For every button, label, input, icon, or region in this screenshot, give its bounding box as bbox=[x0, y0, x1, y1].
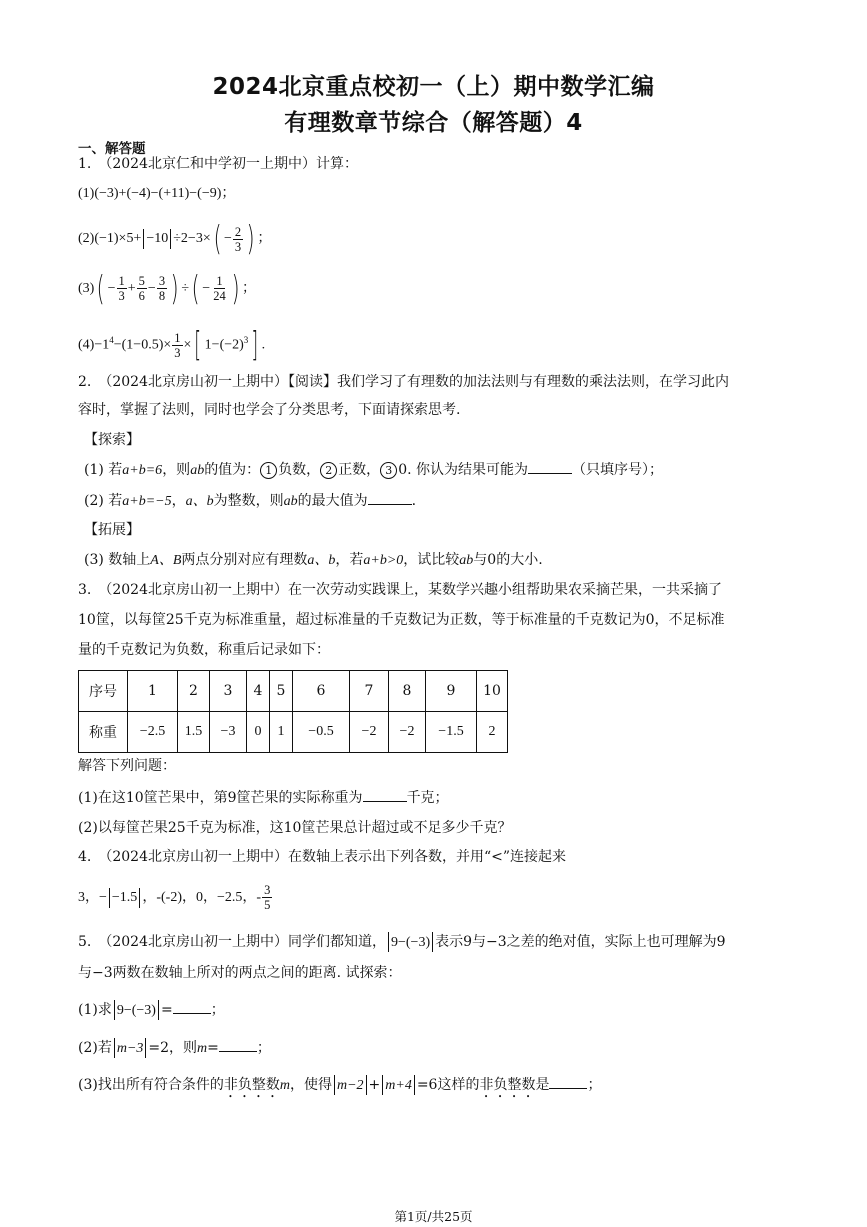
table-cell: 序号 bbox=[79, 671, 128, 712]
table-cell: 0 bbox=[247, 712, 270, 753]
text-span: ， bbox=[142, 890, 157, 905]
text-span: = bbox=[160, 1002, 173, 1018]
text-span: ； bbox=[241, 281, 256, 296]
text-span: + bbox=[127, 281, 136, 296]
q2-explore-label: 【探索】 bbox=[84, 432, 140, 448]
table-cell: −2 bbox=[389, 712, 426, 753]
text-span: (1)在这10筐芒果中，第9筐芒果的实际称重为 bbox=[78, 790, 363, 806]
table-cell: −3 bbox=[210, 712, 247, 753]
table-cell: 3 bbox=[210, 671, 247, 712]
text-span: ，若 bbox=[335, 552, 364, 568]
table-cell: 5 bbox=[270, 671, 293, 712]
text-span: (3) 数轴上 bbox=[84, 552, 151, 568]
circled-number: 2 bbox=[320, 462, 337, 479]
text-span: − bbox=[99, 890, 107, 905]
q4-heading: 4. （2024北京房山初一上期中）在数轴上表示出下列各数，并用“<”连接起来 bbox=[78, 849, 567, 865]
answer-blank bbox=[368, 490, 412, 505]
fraction bbox=[233, 225, 243, 254]
text-span: (1) 若 bbox=[84, 462, 123, 478]
table-cell: 8 bbox=[389, 671, 426, 712]
text-span: (4) bbox=[78, 337, 95, 353]
table-cell: 1 bbox=[270, 712, 293, 753]
text-span: a、b bbox=[307, 553, 336, 568]
text-span: ， bbox=[171, 493, 186, 509]
text-span: 0. 你认为结果可能为 bbox=[398, 462, 528, 478]
text-span: + bbox=[368, 1077, 381, 1093]
text-span: 是 bbox=[535, 1077, 550, 1093]
text-span: ，使得 bbox=[289, 1077, 332, 1093]
text-span: 6 bbox=[138, 289, 145, 304]
text-span: − bbox=[224, 231, 232, 247]
text-span: a+b>0 bbox=[363, 553, 404, 568]
section-heading: 一、解答题 bbox=[78, 141, 146, 157]
text-span: - bbox=[156, 890, 161, 905]
text-span: 3 bbox=[118, 289, 125, 304]
table-cell: 9 bbox=[426, 671, 477, 712]
text-span: . bbox=[261, 337, 266, 353]
table-row bbox=[79, 712, 508, 753]
table-cell: 1 bbox=[128, 671, 178, 712]
text-span: (1)求 bbox=[78, 1002, 112, 1018]
answer-blank bbox=[363, 787, 407, 802]
text-span: 3 bbox=[234, 239, 242, 254]
text-span: 9−(−3) bbox=[391, 935, 431, 950]
title-line-2: 有理数章节综合（解答题）4 bbox=[284, 110, 583, 136]
text-span: =2，则 bbox=[148, 1040, 198, 1056]
text-span: 表示9与−3之差的绝对值，实际上也可理解为9 bbox=[435, 934, 726, 950]
text-span: −1.5 bbox=[111, 890, 138, 905]
answer-blank bbox=[528, 459, 572, 474]
q5-sub2 bbox=[78, 1037, 271, 1059]
table-cell: −2.5 bbox=[128, 712, 178, 753]
text-span: × bbox=[183, 337, 192, 353]
text-span: = bbox=[207, 1040, 219, 1056]
text-span: − bbox=[202, 281, 211, 296]
text-span: ； bbox=[587, 1077, 602, 1093]
text-span: 1 bbox=[216, 274, 223, 289]
table-cell: −1.5 bbox=[426, 712, 477, 753]
q4-numbers: 3，− −1.5 ，-(-2)，0，−2.5，- $\frac{3}{5}$ bbox=[78, 883, 271, 913]
text-span: (−1)×5+ bbox=[94, 231, 142, 247]
fraction bbox=[137, 274, 147, 303]
text-span: (−3)+(−4)−(+11)−(−9)； bbox=[94, 186, 236, 201]
table-cell: 10 bbox=[477, 671, 508, 712]
text-span: ÷2−3× bbox=[173, 231, 211, 247]
circled-number: 3 bbox=[380, 462, 397, 479]
text-span: m−2 bbox=[336, 1078, 364, 1093]
weight-record-table bbox=[78, 670, 508, 753]
q5-heading bbox=[78, 932, 726, 953]
fraction bbox=[262, 883, 272, 912]
text-span: 的值为： bbox=[204, 462, 261, 478]
text-span: A、B bbox=[150, 553, 182, 568]
text-span: 5 bbox=[138, 274, 145, 289]
text-span: ，则 bbox=[162, 462, 191, 478]
text-span: -2 bbox=[165, 890, 178, 905]
answer-blank bbox=[549, 1074, 587, 1089]
text-span: 3， bbox=[78, 890, 99, 905]
text-span: 1−(−2) bbox=[204, 337, 244, 353]
text-span: 1 bbox=[118, 274, 125, 289]
q2-sub1 bbox=[84, 459, 663, 481]
text-span: (1) bbox=[78, 186, 95, 201]
text-span: 负数， bbox=[278, 462, 321, 478]
text-span: 与0的大小. bbox=[473, 552, 543, 568]
text-span: m bbox=[279, 1078, 290, 1093]
text-span: 非负整数 bbox=[479, 1077, 536, 1093]
table-cell: 7 bbox=[350, 671, 389, 712]
text-span: 3 bbox=[243, 335, 249, 345]
q2-heading-cont: 容时，掌握了法则，同时也学会了分类思考，下面请探索思考. bbox=[78, 402, 461, 418]
text-span: (2) 若 bbox=[84, 493, 123, 509]
table-row bbox=[79, 671, 508, 712]
text-span: 3 bbox=[158, 274, 166, 289]
text-span: 3 bbox=[264, 883, 271, 898]
text-span: ； bbox=[257, 231, 272, 247]
text-span: 3 bbox=[174, 345, 181, 360]
q3-sub1 bbox=[78, 787, 449, 808]
text-span: m bbox=[197, 1041, 208, 1056]
text-span: ab bbox=[190, 463, 205, 478]
text-span: （只填序号）； bbox=[572, 462, 663, 478]
q1-heading: 1. （2024北京仁和中学初一上期中）计算： bbox=[78, 156, 358, 172]
text-span: 两点分别对应有理数 bbox=[181, 552, 308, 568]
table-cell: 2 bbox=[477, 712, 508, 753]
q2-extend-label: 【拓展】 bbox=[84, 522, 140, 538]
text-span: 正数， bbox=[338, 462, 381, 478]
text-span: −(1−0.5)× bbox=[113, 337, 172, 353]
text-span: m+4 bbox=[385, 1078, 412, 1093]
text-span: m−3 bbox=[116, 1041, 144, 1056]
text-span: 8 bbox=[158, 289, 166, 304]
text-span: 为整数，则 bbox=[213, 493, 284, 509]
q1-part4: $(4)-1^4-(1-0.5)\times$ $\frac{1}{3}$ ×[ $1-(-2)^3$] . bbox=[78, 325, 266, 366]
circled-number: 1 bbox=[260, 462, 277, 479]
answer-blank bbox=[219, 1037, 257, 1052]
text-span: ÷ bbox=[181, 281, 190, 296]
fraction bbox=[211, 274, 228, 303]
q5-heading-cont: 与−3两数在数轴上所对的两点之间的距离. 试探索： bbox=[78, 965, 402, 981]
q3-heading: 3. （2024北京房山初一上期中）在一次劳动实践课上，某数学兴趣小组帮助果农采摘芒果，一共采摘了 bbox=[78, 582, 722, 598]
text-span: 5. （2024北京房山初一上期中）同学们都知道， bbox=[78, 934, 386, 950]
q3-answer-label: 解答下列问题： bbox=[78, 758, 176, 774]
q3-heading-cont2: 量的千克数记为负数，称重后记录如下： bbox=[78, 642, 330, 658]
q1-part3: (3)( − $\frac{1}{3}$ + $\frac{5}{6}$ − $\frac{3}{8}$ ) ÷( − $\frac{1}{24}$ ) ； bbox=[78, 268, 256, 309]
text-span: 非负整数 bbox=[223, 1077, 280, 1093]
text-span: 24 bbox=[213, 289, 226, 304]
text-span: ； bbox=[256, 1040, 271, 1056]
text-span: ； bbox=[210, 1002, 225, 1018]
q2-sub2 bbox=[84, 490, 416, 512]
text-span: (3) bbox=[78, 281, 95, 296]
q5-sub1 bbox=[78, 999, 225, 1021]
text-span: 9−(−3) bbox=[116, 1003, 156, 1018]
text-span: 5 bbox=[264, 898, 271, 913]
text-span: ，试比较 bbox=[403, 552, 460, 568]
text-span: −1 bbox=[94, 337, 110, 353]
fraction bbox=[117, 274, 127, 303]
table-cell: 4 bbox=[247, 671, 270, 712]
text-span: 4 bbox=[109, 335, 114, 345]
text-span: (2) bbox=[78, 231, 95, 247]
text-span: ab bbox=[283, 494, 298, 509]
answer-blank bbox=[173, 999, 211, 1014]
text-span: . bbox=[411, 493, 417, 509]
text-span: ab bbox=[459, 553, 474, 568]
text-span: (3)找出所有符合条件的 bbox=[78, 1077, 224, 1093]
text-span: a、b bbox=[185, 494, 214, 509]
text-span: =6这样的 bbox=[416, 1077, 480, 1093]
text-span: − bbox=[107, 281, 116, 296]
q2-sub3 bbox=[84, 550, 543, 571]
text-span: 1 bbox=[174, 330, 181, 345]
table-cell: 称重 bbox=[79, 712, 128, 753]
text-span: ， bbox=[182, 890, 196, 905]
q3-sub2: (2)以每筐芒果25千克为标准，这10筐芒果总计超过或不足多少千克？ bbox=[78, 820, 512, 836]
text-span: − bbox=[147, 281, 156, 296]
text-span: a+b=6 bbox=[122, 463, 163, 478]
table-cell: −0.5 bbox=[293, 712, 350, 753]
fraction bbox=[172, 331, 182, 360]
table-cell: 6 bbox=[293, 671, 350, 712]
text-span: −10 bbox=[146, 231, 169, 247]
text-span: −2.5， bbox=[217, 890, 257, 905]
q5-sub3 bbox=[78, 1074, 601, 1101]
table-cell: 1.5 bbox=[178, 712, 210, 753]
page-footer: 第1页/共25页 bbox=[394, 1209, 473, 1224]
fraction bbox=[157, 274, 167, 303]
text-span: 0， bbox=[196, 890, 217, 905]
text-span: 千克； bbox=[406, 790, 449, 806]
table-cell: −2 bbox=[350, 712, 389, 753]
text-span: - bbox=[256, 890, 262, 905]
text-span: 2 bbox=[234, 224, 242, 239]
q3-heading-cont: 10筐，以每筐25千克为标准重量，超过标准量的千克数记为正数，等于标准量的千克数记为0，不足标准 bbox=[78, 612, 725, 628]
q1-part1 bbox=[78, 184, 235, 204]
q2-heading: 2. （2024北京房山初一上期中）【阅读】我们学习了有理数的加法法则与有理数的乘法法则，在学习此内 bbox=[78, 374, 729, 390]
text-span: a+b=−5 bbox=[122, 494, 172, 509]
table-cell: 2 bbox=[178, 671, 210, 712]
title-line-1: 2024北京重点校初一（上）期中数学汇编 bbox=[212, 74, 655, 100]
q1-part2: (2)(−1)×5+ −10 ÷2−3×( − $\frac{2}{3}$ ) ； bbox=[78, 219, 272, 259]
text-span: 的最大值为 bbox=[297, 493, 368, 509]
text-span: (2)若 bbox=[78, 1040, 112, 1056]
